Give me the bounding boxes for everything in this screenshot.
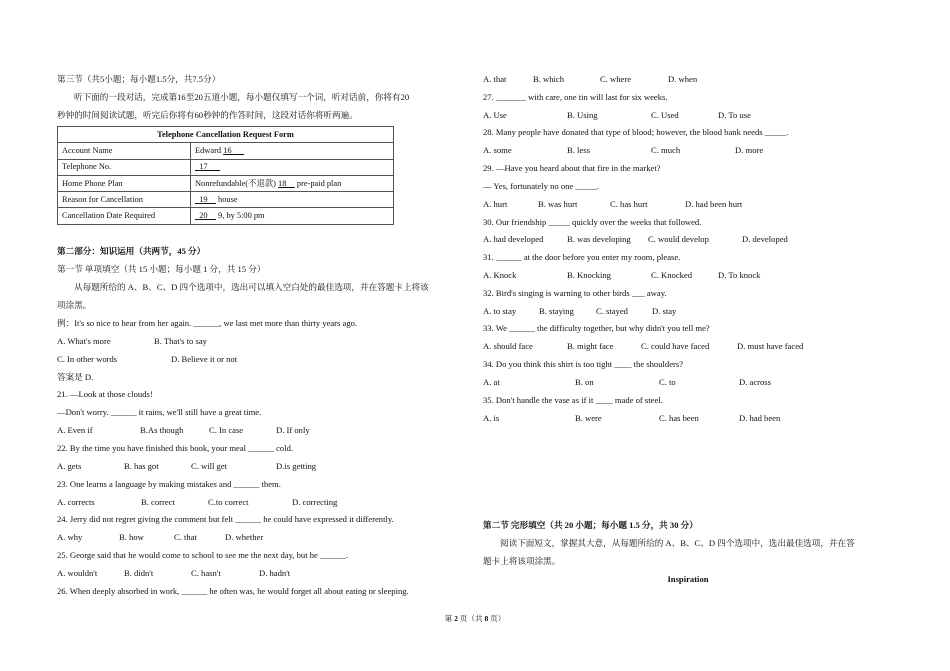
option[interactable]: A. that [483,74,507,84]
option[interactable]: C. will get [191,461,228,471]
option[interactable]: A. to stay [483,306,517,316]
option[interactable]: B. Knocking [567,270,611,280]
example-question: 例：It's so nice to hear from her again. ______, we last met more than thirty years ago. [57,318,358,328]
option[interactable]: D. had been [739,413,781,423]
sec2-instruction: 阅读下面短文，掌握其大意，从每题所给的 A、B、C、D 四个选项中，选出最佳选项，并在答 [500,538,855,548]
question-27: 27. _______ with care, one tin will last for six weeks. [483,92,668,102]
blank-17[interactable]: 17 [199,162,210,172]
option[interactable]: B.As though [140,425,184,435]
question-33: 33. We ______ the difficulty together, but why didn't you tell me? [483,323,710,333]
blank-18[interactable]: 18 [278,178,289,188]
form-row [58,159,394,175]
form-label: Telephone No. [58,159,191,175]
form-value: Nonrefundable(不退款) 18 pre-paid plan [191,175,394,191]
option[interactable]: C. that [174,532,197,542]
option[interactable]: B. has got [124,461,159,471]
option[interactable]: A. Knock [483,270,517,280]
option[interactable]: D. must have faced [737,341,804,351]
sec2-heading: 第二节 完形填空（共 20 小题；每小题 1.5 分，共 30 分） [483,520,698,530]
option[interactable]: D. correcting [292,497,338,507]
option[interactable]: C. would develop [648,234,709,244]
q29-options [483,199,893,210]
sec2-instruction-cont: 题卡上将该项涂黑。 [483,556,561,566]
option[interactable]: C. much [651,145,681,155]
q33-options [483,341,893,352]
q21-options [57,425,467,436]
form-title: Telephone Cancellation Request Form [58,127,394,143]
option[interactable]: A. gets [57,461,82,471]
option[interactable]: C.to correct [208,497,249,507]
option[interactable]: D. To knock [718,270,761,280]
option[interactable]: D. had been hurt [685,199,743,209]
option[interactable]: D. hadn't [259,568,291,578]
option[interactable]: A. corrects [57,497,95,507]
option[interactable]: B. how [119,532,144,542]
option[interactable]: C. to [659,377,676,387]
form-label: Account Name [58,143,191,159]
option[interactable]: D. developed [742,234,788,244]
option[interactable]: C. stayed [596,306,628,316]
form-value: Edward 16 [191,143,394,159]
q27-options [483,110,893,121]
q22-options [57,461,467,472]
option[interactable]: A. Use [483,110,507,120]
form-row [58,175,394,191]
option[interactable]: C. has been [659,413,699,423]
option[interactable]: D. more [735,145,764,155]
option[interactable]: B. might face [567,341,614,351]
example-options [57,336,467,347]
option[interactable]: B. which [533,74,565,84]
question-26: 26. When deeply absorbed in work, ______ he often was, he would forget all about eating or sleeping. [57,586,409,596]
sec1-heading: 第一节 单项填空（共 15 小题；每小题 1 分，共 15 分） [57,264,266,274]
option[interactable]: B. was developing [567,234,631,244]
option[interactable]: A. had developed [483,234,544,244]
option[interactable]: D. To use [718,110,751,120]
option[interactable]: C. Used [651,110,679,120]
option[interactable]: D. If only [276,425,310,435]
option[interactable]: A. Even if [57,425,93,435]
blank-20[interactable]: 20 [199,211,210,221]
blank-16[interactable]: 16 [223,145,234,155]
option[interactable]: C. Knocked [651,270,693,280]
option[interactable]: C. could have faced [641,341,710,351]
option[interactable]: A. is [483,413,500,423]
example-answer: 答案是 D. [57,372,94,382]
question-25: 25. George said that he would come to school to see me the next day, but he ______. [57,550,348,560]
option[interactable]: C. where [600,74,632,84]
question-24: 24. Jerry did not regret giving the comment but felt ______ he could have expressed it differently. [57,514,394,524]
question-21-cont: —Don't worry. ______ it rains, we'll still have a great time. [57,407,262,417]
page-number: 2 [454,614,458,623]
option[interactable]: B. Using [567,110,598,120]
form-row [58,143,394,159]
q24-options [57,532,467,543]
question-23: 23. One learns a language by making mistakes and ______ them. [57,479,281,489]
option[interactable]: B. less [567,145,590,155]
q34-options [483,377,893,388]
option[interactable]: A. wouldn't [57,568,98,578]
blank-19[interactable]: 19 [199,194,210,204]
option[interactable]: C. has hurt [610,199,648,209]
q25-options [57,568,467,579]
section3-instruction-cont: 秒钟的时间阅读试题，听完后你将有60秒钟的作答时间，这段对话你将听两遍。 [57,110,358,120]
option[interactable]: A. some [483,145,512,155]
section3-heading: 第三节（共5小题；每小题1.5分，共7.5分） [57,74,221,84]
form-label: Reason for Cancellation [58,192,191,208]
form-row [58,208,394,224]
page-total: 8 [484,614,489,623]
q32-options [483,306,893,317]
form-value: 19 house [191,192,394,208]
question-35: 35. Don't handle the vase as if it ____ made of steel. [483,395,663,405]
q30-options [483,234,893,245]
option[interactable]: A. at [483,377,500,387]
question-29: 29. —Have you heard about that fire in the market? [483,163,661,173]
option[interactable]: C. In other words [57,354,118,364]
option[interactable]: B. on [575,377,594,387]
question-22: 22. By the time you have finished this book, your meal ______ cold. [57,443,294,453]
question-32: 32. Bird's singing is warning to other birds ___ away. [483,288,667,298]
section3-instruction: 听下面的一段对话，完成第16至20五道小题，每小题仅填写一个词，听对话前，你将有20 [74,92,410,102]
option[interactable]: D. across [739,377,771,387]
q31-options [483,270,893,281]
option[interactable]: A. What's more [57,336,111,346]
option[interactable]: C. hasn't [191,568,221,578]
option[interactable]: D. Believe it or not [171,354,238,364]
sec1-instruction: 从每题所给的 A、B、C、D 四个选项中，选出可以填入空白处的最佳选项，并在答题卡上将该 [74,282,429,292]
example-options [57,354,467,365]
option[interactable]: B. didn't [124,568,154,578]
q35-options [483,413,893,424]
q28-options [483,145,893,156]
form-label: Cancellation Date Required [58,208,191,224]
option[interactable]: A. should face [483,341,533,351]
option[interactable]: B. was hurt [538,199,578,209]
option[interactable]: B. were [575,413,602,423]
option[interactable]: D. stay [652,306,677,316]
option[interactable]: B. That's to say [154,336,207,346]
page-footer: 第 2 页（共 8 页） [444,614,506,623]
option[interactable]: B. correct [141,497,175,507]
question-30: 30. Our friendship _____ quickly over the weeks that followed. [483,217,702,227]
option[interactable]: D. when [668,74,698,84]
option[interactable]: D.is getting [276,461,317,471]
question-21: 21. —Look at those clouds! [57,389,153,399]
q26-options [483,74,893,85]
option[interactable]: D. whether [225,532,264,542]
sec1-instruction-cont: 项涂黑。 [57,300,92,310]
question-34: 34. Do you think this shirt is too tight ____ the shoulders? [483,359,684,369]
question-29-cont: — Yes, fortunately no one _____. [483,181,600,191]
q23-options [57,497,467,508]
form-label: Home Phone Plan [58,175,191,191]
part2-heading: 第二部分：知识运用（共两节，45 分） [57,246,206,256]
option[interactable]: A. why [57,532,83,542]
form-value [191,159,394,175]
question-28: 28. Many people have donated that type of blood; however, the blood bank needs _____. [483,127,789,137]
option[interactable]: A. hurt [483,199,508,209]
question-31: 31. ______ at the door before you enter my room, please. [483,252,681,262]
form-row [58,192,394,208]
passage-title: Inspiration [667,574,709,584]
option[interactable]: B. staying [539,306,574,316]
form-value: 20 9, by 5:00 pm [191,208,394,224]
option[interactable]: C. In case [209,425,244,435]
cancellation-form-table [57,126,394,225]
